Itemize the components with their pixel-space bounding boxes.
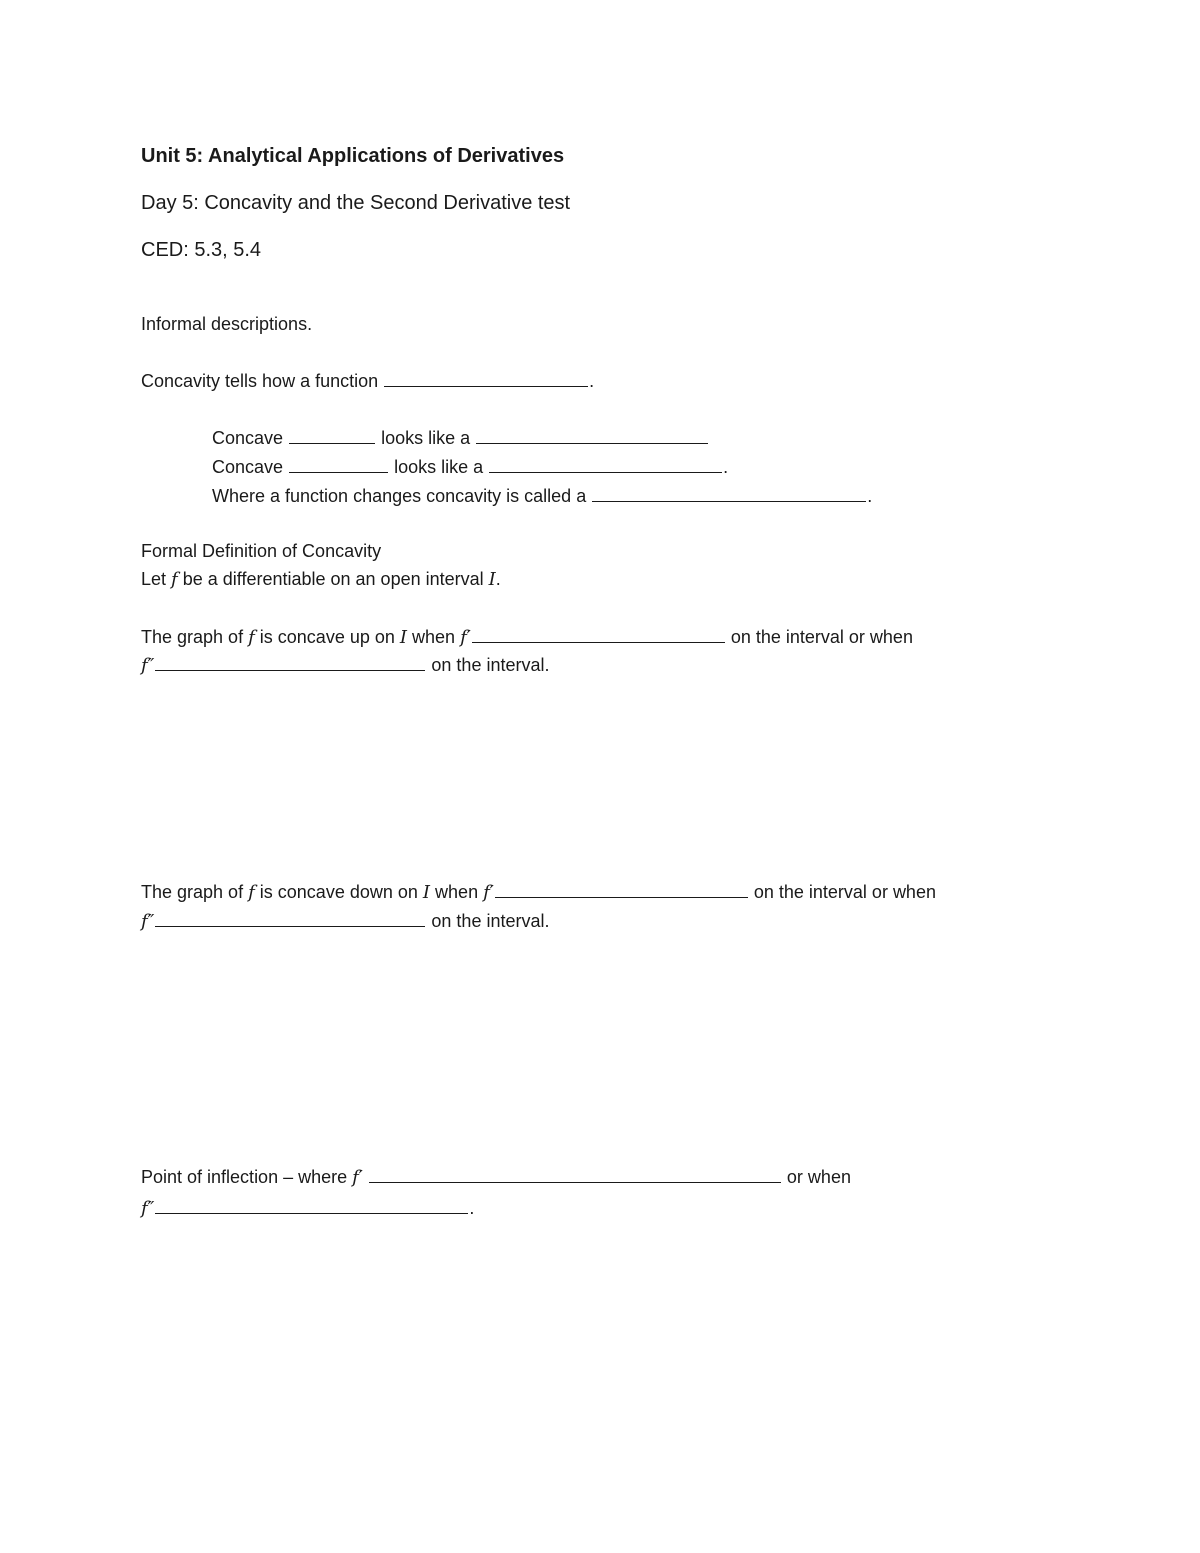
let-statement xyxy=(141,568,501,591)
f-double-prime-inflection-blank[interactable] xyxy=(155,1196,468,1214)
f-double-prime-up: f″ xyxy=(141,655,155,676)
inflection-line-2 xyxy=(141,1196,474,1220)
concave-up-text: is concave up on xyxy=(259,627,395,647)
concavity-lead: Concavity tells how a function xyxy=(141,371,379,391)
f-double-prime-down-blank[interactable] xyxy=(155,909,425,927)
f-prime-inflection-blank[interactable] xyxy=(369,1165,781,1183)
concave-direction-blank-2[interactable] xyxy=(289,455,388,473)
inflection-period: . xyxy=(469,1198,475,1218)
f-prime-up-blank[interactable] xyxy=(472,625,725,643)
when-down: when xyxy=(435,882,479,902)
inflection-lead: Point of inflection – where xyxy=(141,1167,348,1187)
inflection-line-1 xyxy=(141,1165,851,1189)
concavity-period: . xyxy=(589,371,595,391)
day-title: Day 5: Concavity and the Second Derivative test xyxy=(141,192,571,214)
let-period: . xyxy=(495,569,501,589)
concave-direction-blank-1[interactable] xyxy=(289,426,375,444)
on-the-interval-up: on the interval. xyxy=(431,655,550,675)
on-interval-or-when-up: on the interval or when xyxy=(730,627,913,647)
looks-like-blank-1[interactable] xyxy=(476,426,708,444)
concave-down-line-1 xyxy=(141,880,936,904)
concave-word-2: Concave xyxy=(212,457,284,477)
f-double-prime-down: f″ xyxy=(141,911,155,932)
f-symbol-down: f xyxy=(248,882,255,903)
f-double-prime-inflection: f″ xyxy=(141,1198,155,1219)
f-prime-down-blank[interactable] xyxy=(495,880,748,898)
on-interval-or-when-down: on the interval or when xyxy=(753,882,936,902)
ced-reference: CED: 5.3, 5.4 xyxy=(141,239,262,261)
concave-up-line-1 xyxy=(141,625,913,649)
let-word: Let xyxy=(141,569,167,589)
looks-like-1: looks like a xyxy=(381,428,471,448)
concave-word-1: Concave xyxy=(212,428,284,448)
graph-of-up: The graph of xyxy=(141,627,244,647)
informal-heading: Informal descriptions. xyxy=(141,314,313,334)
inflection-or-when: or when xyxy=(786,1167,851,1187)
f-double-prime-up-blank[interactable] xyxy=(155,653,425,671)
inflection-name-line xyxy=(212,484,872,507)
interval-symbol: I xyxy=(488,569,496,590)
concavity-blank[interactable] xyxy=(384,369,588,387)
inflection-name-blank[interactable] xyxy=(592,484,866,502)
concave-period-2: . xyxy=(723,457,729,477)
interval-symbol-down: I xyxy=(422,882,431,903)
f-prime-up: f′ xyxy=(460,627,471,648)
f-symbol: f xyxy=(171,569,178,590)
let-middle: be a differentiable on an open interval xyxy=(182,569,484,589)
looks-like-2: looks like a xyxy=(394,457,484,477)
when-up: when xyxy=(412,627,456,647)
concave-up-line-2 xyxy=(141,653,549,677)
on-the-interval-down: on the interval. xyxy=(431,911,550,931)
concave-line-2 xyxy=(212,455,728,478)
looks-like-blank-2[interactable] xyxy=(489,455,722,473)
unit-title: Unit 5: Analytical Applications of Derivatives xyxy=(141,145,565,167)
concavity-sentence xyxy=(141,369,594,392)
f-prime-down: f′ xyxy=(483,882,494,903)
f-prime-inflection: f′ xyxy=(352,1167,363,1188)
formal-heading: Formal Definition of Concavity xyxy=(141,541,382,561)
concave-down-text: is concave down on xyxy=(259,882,418,902)
interval-symbol-up: I xyxy=(399,627,408,648)
concave-down-line-2 xyxy=(141,909,549,933)
inflection-name-lead: Where a function changes concavity is called a xyxy=(212,486,587,506)
f-symbol-up: f xyxy=(248,627,255,648)
concave-line-1 xyxy=(212,426,709,449)
inflection-name-period: . xyxy=(867,486,873,506)
graph-of-down: The graph of xyxy=(141,882,244,902)
